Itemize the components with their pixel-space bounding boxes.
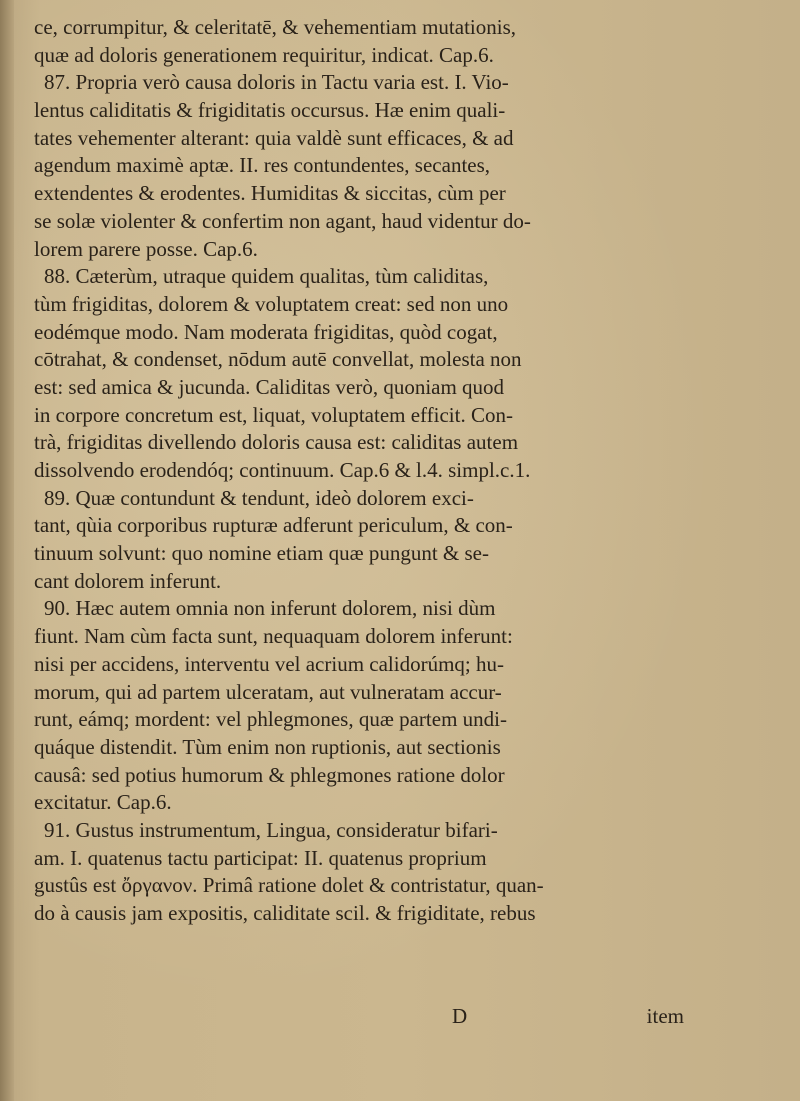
text-line: in corpore concretum est, liquat, voluptatem efficit. Con- bbox=[34, 402, 513, 427]
text-line: tinuum solvunt: quo nomine etiam quæ pungunt & se- bbox=[34, 541, 489, 566]
text-line: lorem parere posse. Cap.6. bbox=[34, 236, 258, 261]
text-line: 89. Quæ contundunt & tendunt, ideò dolorem exci- bbox=[44, 485, 474, 510]
text-line: lentus caliditatis & frigiditatis occursus. Hæ enim quali- bbox=[34, 98, 506, 123]
text-line: cōtrahat, & condenset, nōdum autē convellat, molesta non bbox=[34, 347, 522, 372]
text-line: est: sed amica & jucunda. Caliditas verò, quoniam quod bbox=[34, 374, 505, 399]
text-line: ce, corrumpitur, & celeritatē, & vehementiam mutationis, bbox=[34, 15, 516, 39]
text-line: eodémque modo. Nam moderata frigiditas, quòd cogat, bbox=[34, 319, 498, 344]
text-line: trà, frigiditas divellendo doloris causa est: caliditas autem bbox=[34, 430, 519, 455]
text-line: dissolvendo erodendóq; continuum. Cap.6 & l.4. simpl.c.1. bbox=[34, 458, 531, 482]
text-line: quæ ad doloris generationem requiritur, indicat. Cap.6. bbox=[34, 42, 494, 67]
text-line: gustûs est ὄργανον. Primâ ratione dolet & contristatur, quan- bbox=[34, 873, 544, 898]
signature-mark: D bbox=[452, 1004, 468, 1028]
page-text bbox=[34, 14, 684, 928]
text-line: tant, qùia corporibus rupturæ adferunt periculum, & con- bbox=[34, 513, 513, 538]
text-line: causâ: sed potius humorum & phlegmones ratione dolor bbox=[34, 762, 505, 787]
text-line: fiunt. Nam cùm facta sunt, nequaquam dolorem inferunt: bbox=[34, 624, 513, 649]
text-line: excitatur. Cap.6. bbox=[34, 790, 172, 815]
text-line: do à causis jam expositis, caliditate scil. & frigiditate, rebus bbox=[34, 901, 536, 925]
text-line: am. I. quatenus tactu participat: II. quatenus proprium bbox=[34, 845, 487, 870]
catchword: item bbox=[646, 1004, 684, 1028]
text-line: 90. Hæc autem omnia non inferunt dolorem, nisi dùm bbox=[44, 596, 496, 621]
binding-gutter bbox=[0, 0, 14, 1101]
text-line: agendum maximè aptæ. II. res contundentes, secantes, bbox=[34, 153, 491, 178]
text-line: se solæ violenter & confertim non agant, haud videntur do- bbox=[34, 208, 531, 233]
text-line: tates vehementer alterant: quia valdè sunt efficaces, & ad bbox=[34, 125, 514, 150]
text-line: 91. Gustus instrumentum, Lingua, consideratur bifari- bbox=[44, 817, 498, 842]
text-line: 88. Cæterùm, utraque quidem qualitas, tùm caliditas, bbox=[44, 264, 489, 289]
text-line: quáque distendit. Tùm enim non ruptionis, aut sectionis bbox=[34, 734, 501, 759]
text-line: tùm frigiditas, dolorem & voluptatem creat: sed non uno bbox=[34, 291, 509, 316]
text-line: extendentes & erodentes. Humiditas & siccitas, cùm per bbox=[34, 181, 506, 206]
text-line: nisi per accidens, interventu vel acrium calidorúmq; hu- bbox=[34, 651, 505, 676]
text-line: morum, qui ad partem ulceratam, aut vulneratam accur- bbox=[34, 679, 502, 704]
text-line: 87. Propria verò causa doloris in Tactu varia est. I. Vio- bbox=[44, 70, 509, 95]
text-line: runt, eámq; mordent: vel phlegmones, quæ partem undi- bbox=[34, 707, 507, 732]
text-line: cant dolorem inferunt. bbox=[34, 568, 222, 593]
page-footer bbox=[34, 1004, 684, 1032]
